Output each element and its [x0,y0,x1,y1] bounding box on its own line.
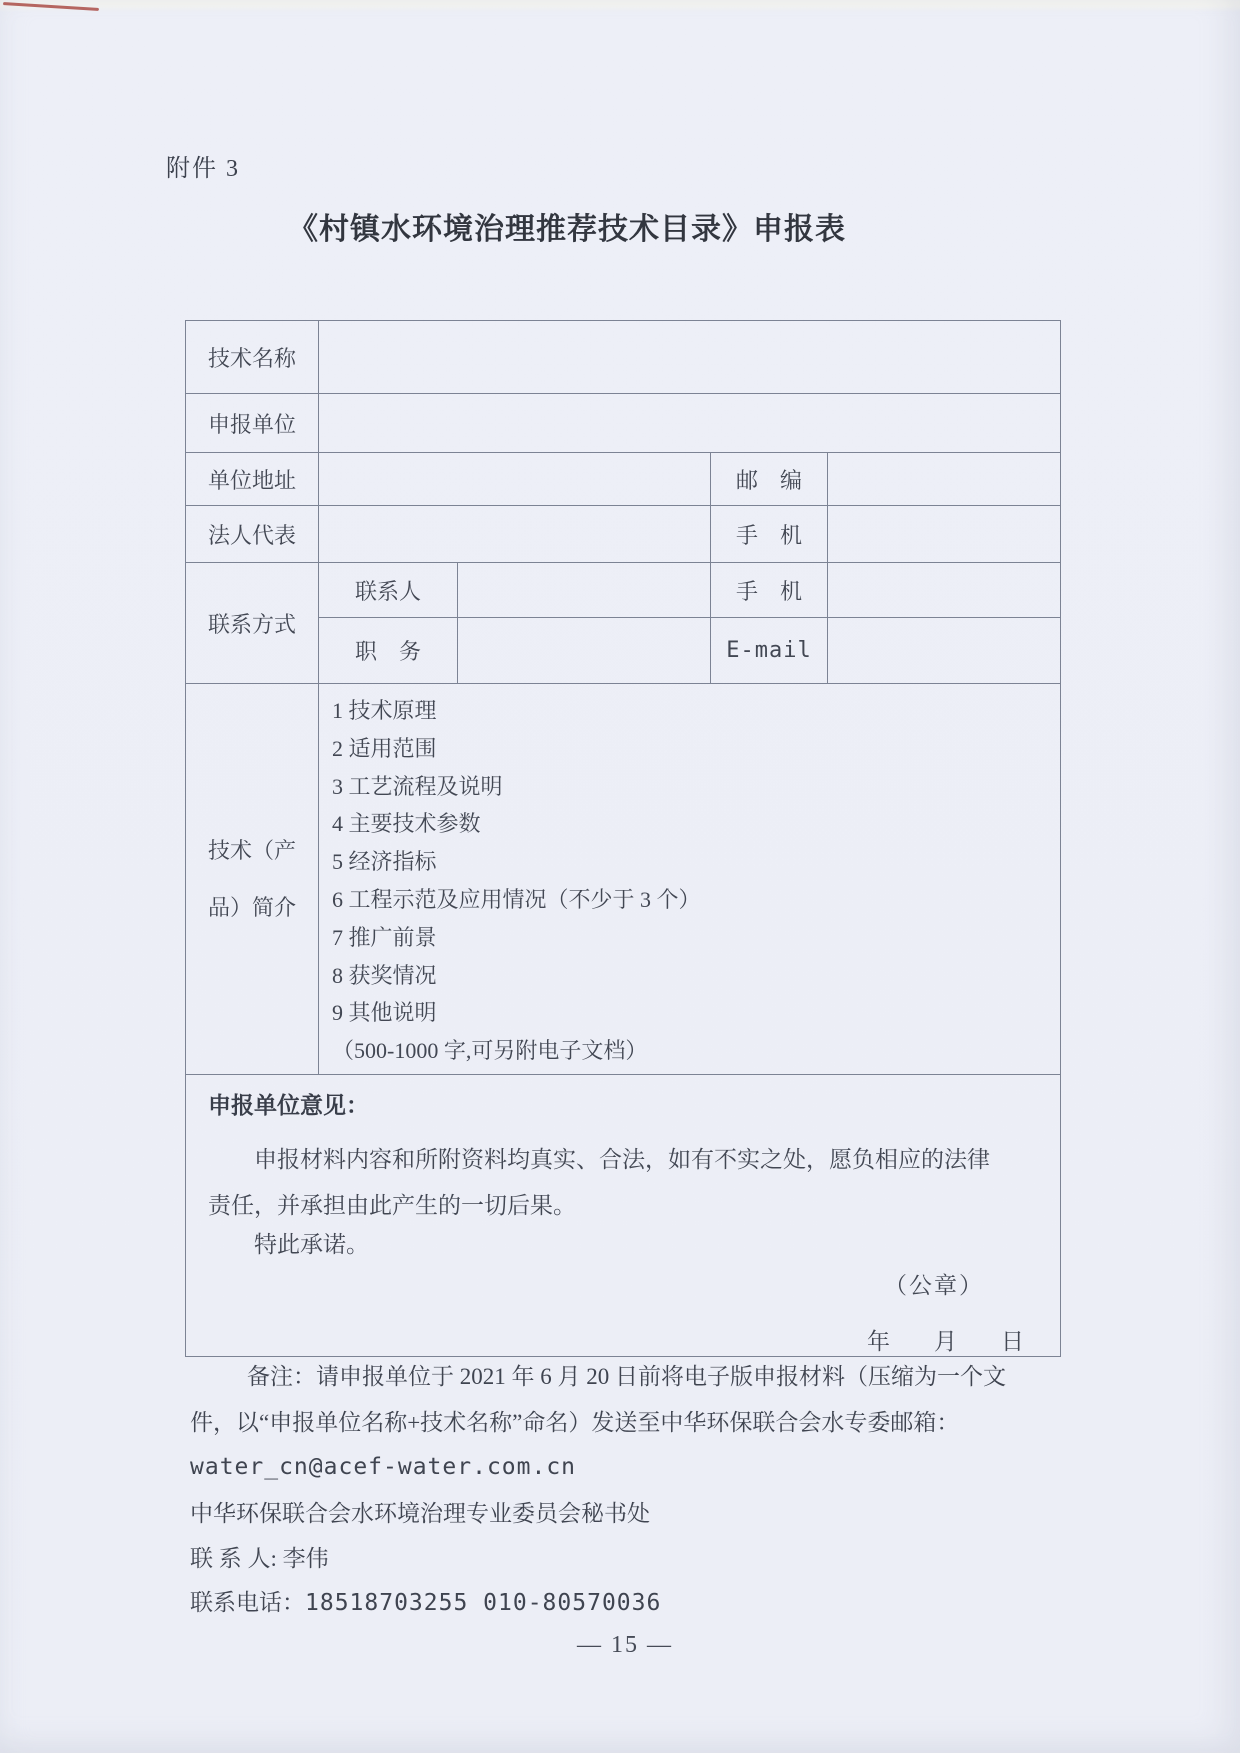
intro-content-cell [319,684,1061,1075]
tech-name-value-cell [319,321,1061,394]
address-value-cell [319,453,711,506]
submission-email: water_cn@acef-water.com.cn [190,1454,577,1480]
document-title: 《村镇水环境治理推荐技术目录》申报表 [288,213,846,246]
postcode-label: 邮 编 [711,453,828,506]
official-seal-placeholder: （公章） [884,1272,984,1298]
postcode-value-cell [828,453,1061,506]
table-row [186,506,1061,563]
intro-item: 9 其他说明 [332,1000,437,1026]
contact-person-label: 联系人 [319,563,458,618]
organization-name: 中华环保联合会水环境治理专业委员会秘书处 [190,1501,650,1526]
page-number: — 15 — [577,1632,673,1658]
remarks-line1: 备注：请申报单位于 2021 年 6 月 20 日前将电子版申报材料（压缩为一个文 [247,1364,1006,1389]
table-row [186,1074,1061,1356]
application-form-table [185,320,1061,1357]
email-value-cell [828,618,1061,684]
table-row [186,321,1061,394]
signature-date-line [867,1323,1024,1356]
address-label: 单位地址 [186,453,319,506]
contact-section-label: 联系方式 [186,563,319,684]
position-label: 职 务 [319,618,458,684]
intro-label-line2: 品）简介 [207,894,296,920]
opinion-heading: 申报单位意见： [208,1092,369,1118]
applicant-label: 申报单位 [186,394,319,453]
intro-item: 5 经济指标 [332,849,437,875]
intro-section-label [186,684,319,1075]
contact-person-value-cell [458,563,711,618]
date-year-label: 年 [867,1328,890,1354]
intro-item: 4 主要技术参数 [332,811,481,837]
table-row [186,684,1061,1075]
table-row [186,453,1061,506]
phone-label: 联系电话： [190,1590,305,1615]
secretariat-contact-block [190,1492,661,1626]
table-row [186,563,1061,618]
intro-item: 8 获奖情况 [332,962,437,988]
intro-item: 7 推广前景 [332,924,437,950]
opinion-cell [186,1074,1061,1356]
contact-phone-line [190,1581,661,1626]
mobile-label: 手 机 [711,506,828,563]
email-label: E-mail [711,618,828,684]
table-row [186,394,1061,453]
position-value-cell [458,618,711,684]
contact-mobile-label: 手 机 [711,563,828,618]
intro-item: 6 工程示范及应用情况（不少于 3 个） [332,886,701,912]
intro-item: 2 适用范围 [332,735,437,761]
intro-item-list [319,684,1060,1074]
scan-artifact-red-streak [3,2,99,11]
opinion-body-line2: 责任，并承担由此产生的一切后果。 [208,1192,576,1218]
legal-rep-label: 法人代表 [186,506,319,563]
remarks-line2: 件，以“申报单位名称+技术名称”命名）发送至中华环保联合会水专委邮箱： [190,1409,960,1435]
date-day-label: 日 [1001,1328,1024,1354]
applicant-value-cell [319,394,1061,453]
intro-item: 3 工艺流程及说明 [332,773,503,799]
tech-name-label: 技术名称 [186,321,319,394]
opinion-promise: 特此承诺。 [254,1231,369,1257]
remarks-paragraph [190,1354,1062,1491]
date-month-label: 月 [934,1328,957,1354]
mobile-value-cell [828,506,1061,563]
intro-item: 1 技术原理 [332,698,437,723]
contact-mobile-value-cell [828,563,1061,618]
phone-numbers: 18518703255 010-80570036 [305,1590,662,1616]
opinion-body-line1: 申报材料内容和所附资料均真实、合法，如有不实之处，愿负相应的法律 [254,1146,990,1172]
intro-item-note: （500-1000 字,可另附电子文档） [332,1038,648,1064]
intro-label-line1: 技术（产 [207,837,296,863]
contact-person-line: 联 系 人: 李伟 [190,1545,329,1571]
legal-rep-value-cell [319,506,711,563]
attachment-number: 附件 3 [166,156,240,182]
opinion-body [186,1137,1060,1229]
